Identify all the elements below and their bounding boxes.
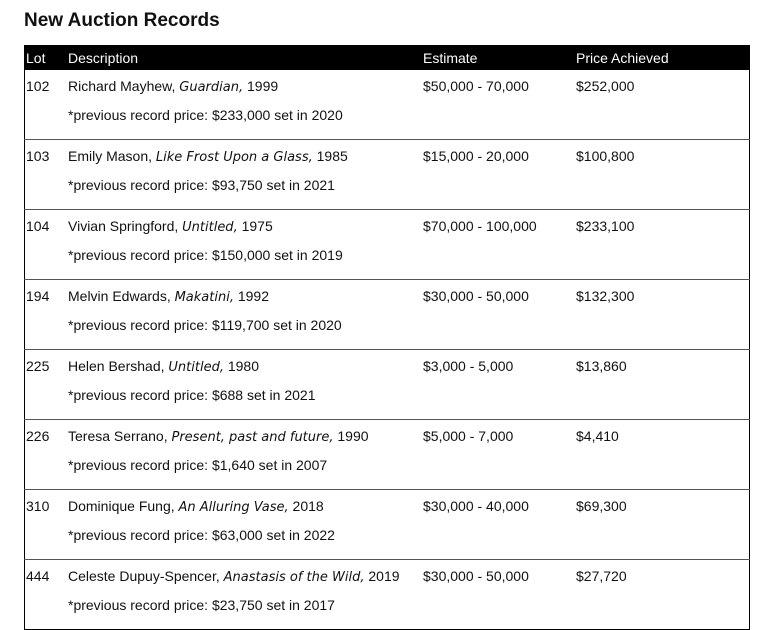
artwork-title: Anastasis of the Wild, <box>223 570 365 585</box>
artwork-year: 1985 <box>316 148 348 164</box>
lot-number: 104 <box>26 218 50 234</box>
price-achieved: $4,410 <box>576 428 619 444</box>
lot-description <box>68 350 423 381</box>
estimate-value: $50,000 - 70,000 <box>423 78 529 94</box>
table-row-note <box>25 240 750 280</box>
estimate-value: $5,000 - 7,000 <box>423 428 514 444</box>
lot-description <box>68 70 423 100</box>
price-achieved: $233,100 <box>576 218 635 234</box>
price-achieved: $27,720 <box>576 568 627 584</box>
lot-description <box>68 560 423 591</box>
artwork-title: Makatini, <box>174 290 234 305</box>
table-row <box>25 350 750 381</box>
auction-records-table <box>24 45 750 630</box>
artwork-title: Untitled, <box>182 220 238 235</box>
previous-record-note: *previous record price: $233,000 set in 2020 <box>68 107 343 123</box>
artwork-year: 1975 <box>241 218 273 234</box>
artwork-year: 1990 <box>337 428 369 444</box>
previous-record-note: *previous record price: $23,750 set in 2017 <box>68 597 335 613</box>
artwork-title: Present, past and future, <box>171 430 334 445</box>
price-achieved: $132,300 <box>576 288 635 304</box>
header-lot: Lot <box>25 45 69 70</box>
artwork-year: 2019 <box>368 568 400 584</box>
table-header-row <box>25 45 750 70</box>
table-row <box>25 490 750 521</box>
previous-record-note: *previous record price: $63,000 set in 2022 <box>68 527 335 543</box>
lot-number: 225 <box>26 358 50 374</box>
table-row-note <box>25 170 750 210</box>
artist-name: Celeste Dupuy-Spencer, <box>68 568 220 584</box>
table-row-note <box>25 380 750 420</box>
table-row <box>25 280 750 311</box>
table-row-note <box>25 520 750 560</box>
artwork-year: 1980 <box>227 358 260 374</box>
previous-record-note: *previous record price: $119,700 set in 2020 <box>68 317 342 333</box>
estimate-value: $30,000 - 40,000 <box>423 498 529 514</box>
previous-record-note: *previous record price: $688 set in 2021 <box>68 387 316 403</box>
lot-description <box>68 420 423 451</box>
lot-description <box>68 140 423 171</box>
table-row <box>25 210 750 241</box>
artist-name: Dominique Fung, <box>68 498 175 514</box>
lot-number: 103 <box>26 148 50 164</box>
price-achieved: $252,000 <box>576 78 635 94</box>
table-row <box>25 420 750 451</box>
artist-name: Teresa Serrano, <box>68 428 168 444</box>
estimate-value: $30,000 - 50,000 <box>423 568 529 584</box>
artist-name: Melvin Edwards, <box>68 288 171 304</box>
lot-number: 194 <box>26 288 50 304</box>
artwork-title: Like Frost Upon a Glass, <box>155 150 313 165</box>
estimate-value: $15,000 - 20,000 <box>423 148 529 164</box>
header-price: Price Achieved <box>576 45 750 70</box>
lot-description <box>68 490 423 521</box>
previous-record-note: *previous record price: $1,640 set in 2007 <box>68 457 328 473</box>
artist-name: Richard Mayhew, <box>68 78 176 94</box>
price-achieved: $69,300 <box>576 498 627 514</box>
table-row <box>25 70 750 100</box>
lot-description <box>68 210 423 241</box>
artwork-year: 2018 <box>292 498 324 514</box>
lot-number: 444 <box>26 568 50 584</box>
estimate-value: $3,000 - 5,000 <box>423 358 514 374</box>
lot-number: 226 <box>26 428 50 444</box>
table-row-note <box>25 100 750 140</box>
artwork-title: Untitled, <box>168 360 224 375</box>
previous-record-note: *previous record price: $93,750 set in 2021 <box>68 177 335 193</box>
artwork-title: An Alluring Vase, <box>178 500 289 515</box>
artwork-year: 1992 <box>237 288 270 304</box>
table-row <box>25 140 750 171</box>
table-row-note <box>25 310 750 350</box>
estimate-value: $70,000 - 100,000 <box>423 218 537 234</box>
artist-name: Helen Bershad, <box>68 358 165 374</box>
lot-number: 310 <box>26 498 50 514</box>
price-achieved: $100,800 <box>576 148 635 164</box>
price-achieved: $13,860 <box>576 358 627 374</box>
table-row-note <box>25 590 750 630</box>
header-description: Description <box>68 45 423 70</box>
lot-description <box>68 280 423 311</box>
artwork-year: 1999 <box>247 78 279 94</box>
table-row <box>25 560 750 591</box>
table-row-note <box>25 450 750 490</box>
artwork-title: Guardian, <box>179 80 244 95</box>
header-estimate: Estimate <box>423 45 576 70</box>
page-title: New Auction Records <box>24 10 220 31</box>
previous-record-note: *previous record price: $150,000 set in 2019 <box>68 247 343 263</box>
estimate-value: $30,000 - 50,000 <box>423 288 529 304</box>
artist-name: Emily Mason, <box>68 148 153 164</box>
artist-name: Vivian Springford, <box>68 218 179 234</box>
lot-number: 102 <box>26 78 50 94</box>
